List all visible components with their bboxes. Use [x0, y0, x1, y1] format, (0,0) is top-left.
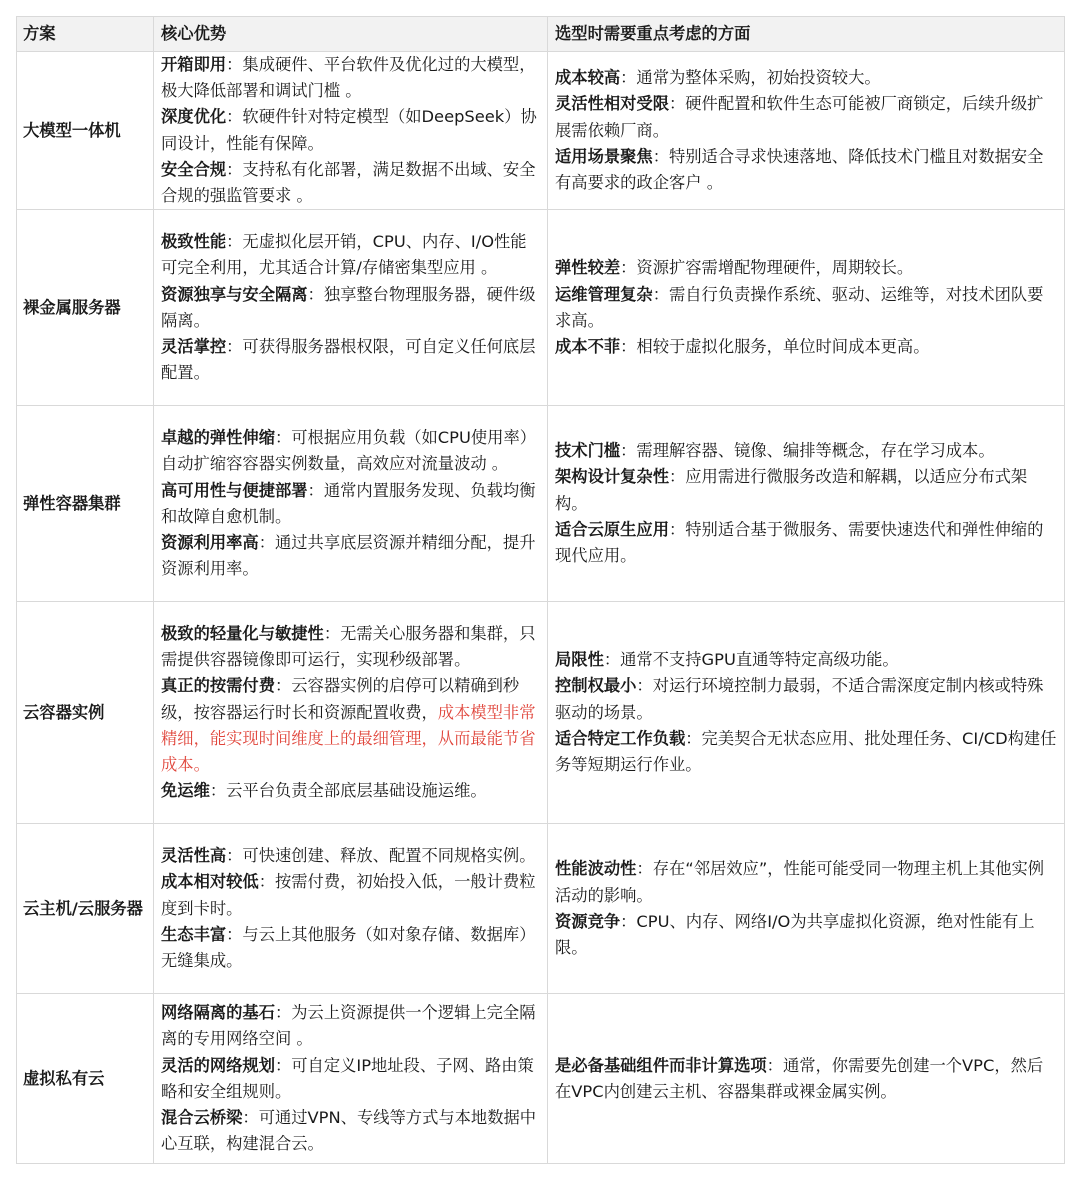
advantage-label: 卓越的弹性伸缩 [161, 428, 275, 448]
advantage-label: 极致性能 [161, 232, 227, 252]
consideration-label: 技术门槛 [555, 441, 621, 461]
advantages-cell [154, 406, 548, 602]
consideration-item [555, 726, 1057, 778]
consideration-text: ：对运行环境控制力最弱，不适合需深度定制内核或特殊驱动的场景。 [555, 676, 1044, 722]
advantage-text: ：无虚拟化层开销，CPU、内存、I/O性能可完全利用，尤其适合计算/存储密集型应用 。 [161, 232, 527, 278]
consideration-label: 性能波动性 [555, 859, 637, 879]
advantage-text: ：软硬件针对特定模型（如DeepSeek）协同设计，性能有保障。 [161, 107, 537, 153]
advantage-label: 灵活掌控 [161, 336, 227, 356]
advantage-label: 免运维 [161, 781, 210, 801]
advantage-text: ：可根据应用负载（如CPU使用率）自动扩缩容容器实例数量，高效应对流量波动 。 [161, 428, 537, 474]
advantages-cell [154, 52, 548, 210]
consideration-text: ：应用需进行微服务改造和解耦，以适应分布式架构。 [555, 467, 1028, 513]
advantage-item [161, 334, 540, 386]
header-advantages: 核心优势 [154, 17, 548, 52]
consideration-text: ：CPU、内存、网络I/O为共享虚拟化资源，绝对性能有上限。 [555, 911, 1035, 957]
consideration-item [555, 65, 1057, 91]
consideration-label: 成本较高 [555, 68, 621, 88]
advantage-item [161, 157, 540, 209]
consideration-item [555, 647, 1057, 673]
advantage-item [161, 52, 540, 104]
advantage-text: ：按需付费，初始投入低，一般计费粒度到卡时。 [161, 872, 536, 918]
advantages-cell [154, 210, 548, 406]
consideration-text: ：特别适合寻求快速落地、降低技术门槛且对数据安全有高要求的政企客户 。 [555, 146, 1044, 192]
consideration-item [555, 1053, 1057, 1105]
consideration-label: 运维管理复杂 [555, 284, 653, 304]
consideration-label: 资源竞争 [555, 911, 621, 931]
consideration-label: 架构设计复杂性 [555, 467, 669, 487]
advantage-text: ：通常内置服务发现、负载均衡和故障自愈机制。 [161, 480, 536, 526]
advantage-label: 极致的轻量化与敏捷性 [161, 624, 324, 643]
advantage-item [161, 1000, 540, 1052]
table-row [17, 994, 1065, 1164]
advantage-text: ：通过共享底层资源并精细分配，提升资源利用率。 [161, 532, 536, 579]
consideration-text: ：需自行负责操作系统、驱动、运维等，对技术团队要求高。 [555, 284, 1044, 330]
consideration-label: 成本不菲 [555, 336, 621, 356]
advantage-label: 资源独享与安全隔离 [161, 284, 308, 304]
consideration-item [555, 517, 1057, 569]
table-row [17, 824, 1065, 994]
advantage-label: 生态丰富 [161, 924, 227, 944]
advantages-cell [154, 824, 548, 994]
advantage-label: 资源利用率高 [161, 532, 259, 552]
consideration-label: 控制权最小 [555, 676, 637, 696]
consideration-item [555, 909, 1057, 961]
advantage-text: ：可快速创建、释放、配置不同规格实例。 [226, 846, 536, 866]
consideration-label: 适合云原生应用 [555, 519, 669, 539]
advantage-text: ：云容器实例的启停可以精确到秒级，按容器运行时长和资源配置收费， [161, 676, 520, 722]
advantage-label: 深度优化 [161, 107, 227, 127]
consideration-text: ：通常为整体采购，初始投资较大。 [620, 68, 881, 88]
considerations-cell [548, 824, 1065, 994]
solution-name: 裸金属服务器 [17, 210, 154, 406]
advantage-item [161, 843, 540, 869]
advantage-text: ：支持私有化部署，满足数据不出域、安全合规的强监管要求 。 [161, 159, 536, 206]
advantage-text: ：与云上其他服务（如对象存储、数据库）无缝集成。 [161, 924, 536, 971]
advantage-item [161, 869, 540, 921]
considerations-cell [548, 994, 1065, 1164]
solution-name: 弹性容器集群 [17, 406, 154, 602]
consideration-label: 局限性 [555, 650, 604, 670]
advantage-label: 灵活性高 [161, 846, 227, 866]
solution-name: 云容器实例 [17, 602, 154, 824]
advantage-text: ：可获得服务器根权限，可自定义任何底层配置。 [161, 336, 536, 383]
advantage-item [161, 1053, 540, 1105]
solution-name: 虚拟私有云 [17, 994, 154, 1164]
advantage-item [161, 530, 540, 582]
considerations-cell [548, 210, 1065, 406]
consideration-label: 适用场景聚焦 [555, 146, 653, 166]
consideration-item [555, 856, 1057, 908]
header-solution: 方案 [17, 17, 154, 52]
advantage-item [161, 778, 540, 804]
consideration-label: 适合特定工作负载 [555, 728, 686, 748]
advantage-text: ：为云上资源提供一个逻辑上完全隔离的专用网络空间 。 [161, 1003, 536, 1049]
advantage-text: ：独享整台物理服务器，硬件级隔离。 [161, 284, 536, 330]
header-considerations: 选型时需要重点考虑的方面 [548, 17, 1065, 52]
advantage-text: ：云平台负责全部底层基础设施运维。 [209, 781, 487, 801]
advantage-text: ：集成硬件、平台软件及优化过的大模型，极大降低部署和调试门槛 。 [161, 55, 536, 101]
consideration-item [555, 438, 1057, 464]
advantage-text: ：无需关心服务器和集群，只需提供容器镜像即可运行，实现秒级部署。 [161, 624, 536, 670]
highlighted-text: 成本模型非常精细，能实现时间维度上的最细管理，从而最能节省成本。 [161, 702, 536, 775]
consideration-text: ：通常，你需要先创建一个VPC，然后在VPC内创建云主机、容器集群或裸金属实例。 [555, 1055, 1044, 1101]
advantage-label: 网络隔离的基石 [161, 1003, 275, 1023]
consideration-text: ：通常不支持GPU直通等特定高级功能。 [603, 650, 899, 670]
consideration-item [555, 464, 1057, 516]
table-row [17, 52, 1065, 210]
consideration-text: ：相较于虚拟化服务，单位时间成本更高。 [620, 336, 930, 356]
advantages-cell [154, 602, 548, 824]
consideration-item [555, 282, 1057, 334]
advantage-item [161, 478, 540, 530]
consideration-item [555, 334, 1057, 360]
advantage-item [161, 425, 540, 477]
advantage-item [161, 922, 540, 974]
consideration-text: ：特别适合基于微服务、需要快速迭代和弹性伸缩的现代应用。 [555, 519, 1044, 566]
consideration-label: 是必备基础组件而非计算选项 [555, 1055, 767, 1075]
advantage-text: ：可通过VPN、专线等方式与本地数据中心互联，构建混合云。 [161, 1107, 537, 1154]
advantage-text: ：可自定义IP地址段、子网、路由策略和安全组规则。 [161, 1055, 534, 1101]
considerations-cell [548, 602, 1065, 824]
considerations-cell [548, 52, 1065, 210]
considerations-cell [548, 406, 1065, 602]
advantage-label: 安全合规 [161, 159, 227, 179]
consideration-text: ：需理解容器、镜像、编排等概念，存在学习成本。 [620, 441, 995, 461]
consideration-item [555, 91, 1057, 143]
advantage-item [161, 229, 540, 281]
consideration-label: 弹性较差 [555, 258, 621, 278]
advantage-label: 混合云桥梁 [161, 1107, 243, 1127]
advantage-item [161, 282, 540, 334]
advantage-label: 开箱即用 [161, 55, 227, 74]
advantages-cell [154, 994, 548, 1164]
consideration-label: 灵活性相对受限 [555, 94, 669, 114]
advantage-item [161, 673, 540, 778]
solution-name: 大模型一体机 [17, 52, 154, 210]
advantage-label: 高可用性与便捷部署 [161, 480, 308, 500]
advantage-item [161, 621, 540, 673]
consideration-text: ：存在“邻居效应”，性能可能受同一物理主机上其他实例活动的影响。 [555, 859, 1045, 905]
solution-name: 云主机/云服务器 [17, 824, 154, 994]
consideration-item [555, 673, 1057, 725]
consideration-item [555, 255, 1057, 281]
table-row [17, 210, 1065, 406]
consideration-text: ：资源扩容需增配物理硬件，周期较长。 [620, 258, 914, 278]
header-row [17, 17, 1065, 52]
advantage-label: 成本相对较低 [161, 872, 259, 892]
table-row [17, 602, 1065, 824]
comparison-table [16, 16, 1065, 1164]
advantage-label: 真正的按需付费 [161, 676, 275, 696]
consideration-text: ：硬件配置和软件生态可能被厂商锁定，后续升级扩展需依赖厂商。 [555, 94, 1044, 140]
table-row [17, 406, 1065, 602]
advantage-item [161, 1105, 540, 1157]
advantage-item [161, 104, 540, 156]
advantage-label: 灵活的网络规划 [161, 1055, 275, 1075]
consideration-item [555, 144, 1057, 196]
consideration-text: ：完美契合无状态应用、批处理任务、CI/CD构建任务等短期运行作业。 [555, 728, 1057, 775]
